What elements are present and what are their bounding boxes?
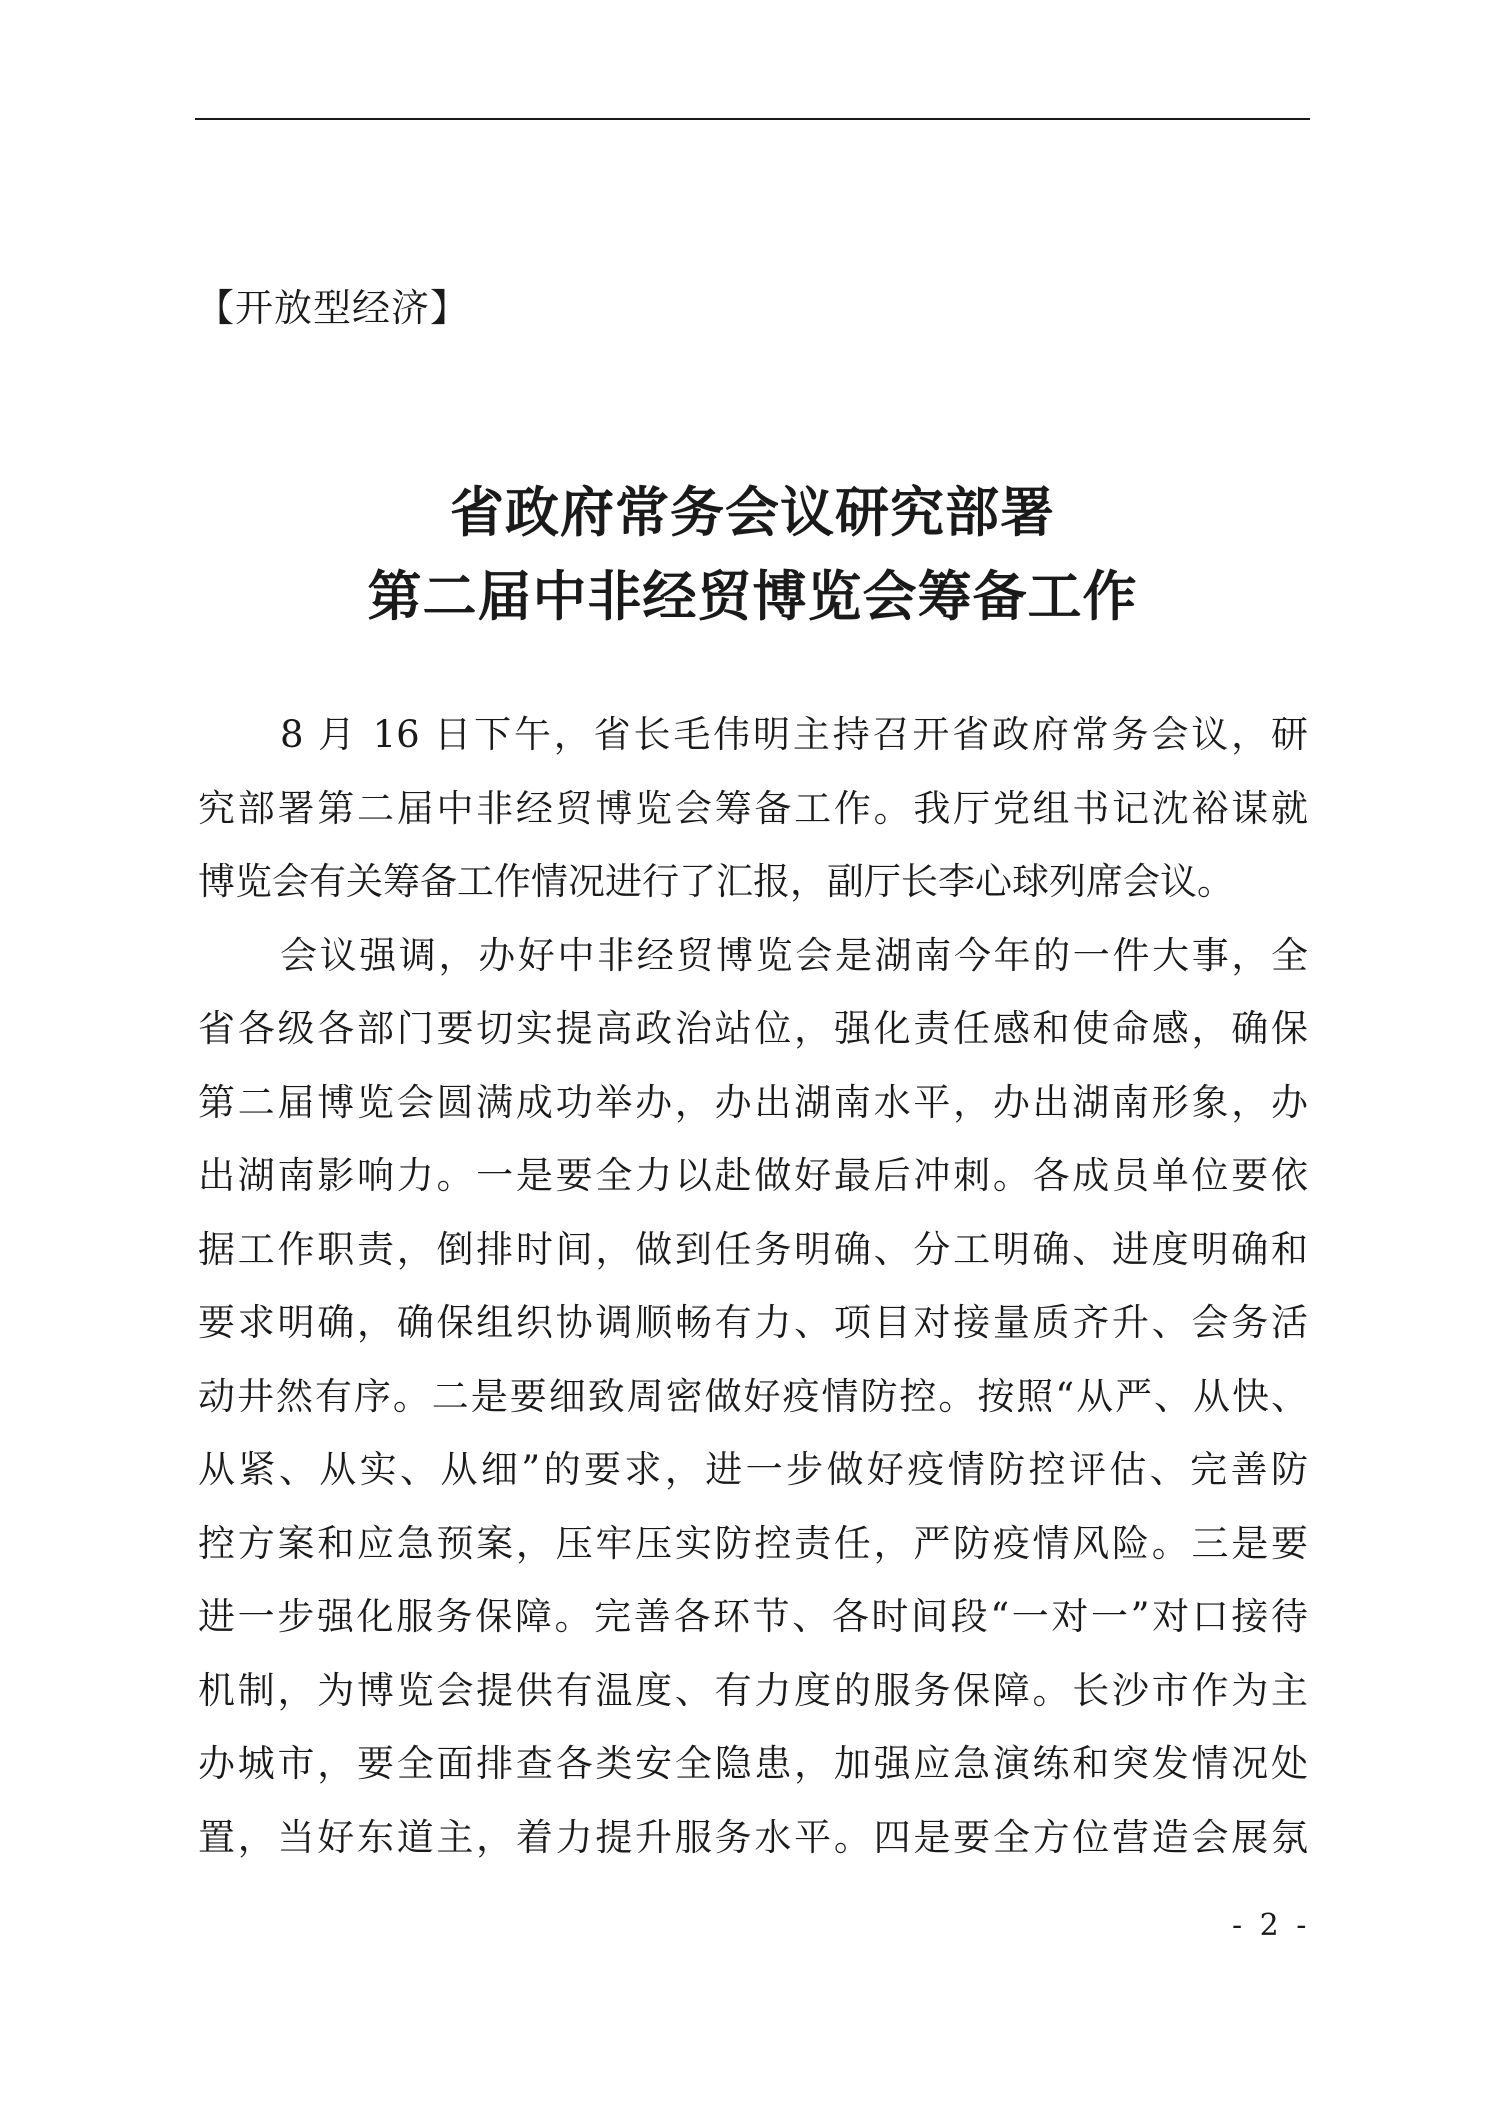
- body-line: 究部署第二届中非经贸博览会筹备工作。我厅党组书记沈裕谋就: [198, 786, 1308, 830]
- body-line: 动井然有序。二是要细致周密做好疫情防控。按照“从严、从快、: [198, 1374, 1308, 1418]
- body-line: 从紧、从实、从细”的要求，进一步做好疫情防控评估、完善防: [198, 1448, 1308, 1491]
- section-tag: 【开放型经济】: [196, 286, 470, 330]
- page-number: - 2 -: [1232, 1908, 1311, 1943]
- body-line: 办城市，要全面排查各类安全隐患，加强应急演练和突发情况处: [198, 1742, 1308, 1785]
- article-title: [195, 470, 1310, 638]
- body-line: 8 月 16 日下午，省长毛伟明主持召开省政府常务会议，研: [280, 713, 1308, 756]
- article-body: [198, 698, 1308, 1874]
- body-line: 机制，为博览会提供有温度、有力度的服务保障。长沙市作为主: [198, 1668, 1308, 1712]
- body-line: 控方案和应急预案，压牢压实防控责任，严防疫情风险。三是要: [198, 1521, 1308, 1565]
- body-line: 进一步强化服务保障。完善各环节、各时间段“一对一”对口接待: [198, 1595, 1308, 1638]
- body-line: 要求明确，确保组织协调顺畅有力、项目对接量质齐升、会务活: [198, 1301, 1308, 1344]
- body-line: 第二届博览会圆满成功举办，办出湖南水平，办出湖南形象，办: [198, 1080, 1308, 1124]
- body-line: 据工作职责，倒排时间，做到任务明确、分工明确、进度明确和: [198, 1227, 1308, 1271]
- title-line-2: 第二届中非经贸博览会筹备工作: [367, 564, 1138, 628]
- header-rule: [195, 118, 1310, 120]
- body-line: 出湖南影响力。一是要全力以赴做好最后冲刺。各成员单位要依: [198, 1154, 1308, 1197]
- body-line: 置，当好东道主，着力提升服务水平。四是要全方位营造会展氛: [198, 1815, 1308, 1859]
- body-line: 会议强调，办好中非经贸博览会是湖南今年的一件大事，全: [280, 933, 1308, 977]
- body-line: 博览会有关筹备工作情况进行了汇报，副厅长李心球列席会议。: [198, 860, 1234, 903]
- title-line-1: 省政府常务会议研究部署: [450, 480, 1055, 544]
- body-line: 省各级各部门要切实提高政治站位，强化责任感和使命感，确保: [198, 1007, 1308, 1050]
